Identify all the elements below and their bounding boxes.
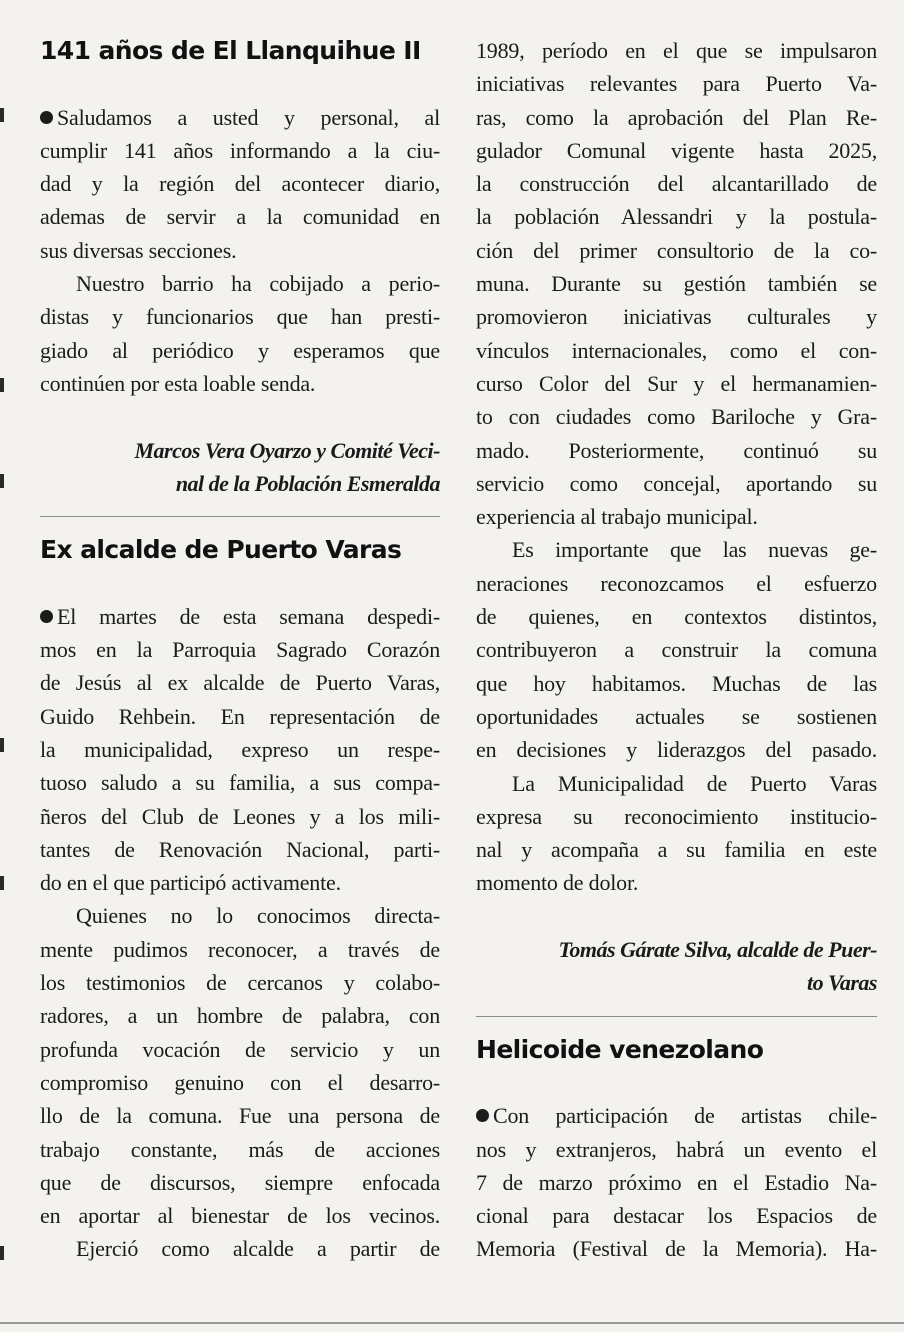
article-ex-alcalde-continued (476, 34, 877, 1000)
spacer (476, 1066, 877, 1099)
bullet-icon (40, 111, 53, 124)
article-line: ademas de servir a la comunidad en (40, 204, 440, 230)
article-line: Saludamos a usted y personal, al (40, 101, 440, 134)
article-line: promovieron iniciativas culturales y (476, 304, 877, 330)
signature-line: Tomás Gárate Silva, alcalde de Puer- (558, 937, 877, 963)
signature-line: to Varas (807, 970, 877, 996)
article-141-anos (40, 34, 440, 500)
article-line: sus diversas secciones. (40, 237, 237, 263)
article-line: expresa su reconocimiento institucio- (476, 803, 877, 829)
article-line: Es importante que las nuevas ge- (512, 537, 877, 563)
article-line: la municipalidad, expreso un respe- (40, 736, 440, 762)
article-line: ras, como la aprobación del Plan Re- (476, 104, 877, 130)
edge-mark (0, 738, 4, 752)
divider (40, 516, 440, 517)
article-line: en decisiones y liderazgos del pasado. (476, 737, 877, 763)
article-line: Quienes no lo conocimos directa- (76, 903, 440, 929)
article-line: cional para destacar los Espacios de (476, 1203, 877, 1229)
edge-mark (0, 1246, 4, 1260)
spacer (476, 900, 877, 933)
article-line: los testimonios de cercanos y colabo- (40, 970, 440, 996)
article-title: 141 años de El Llanquihue II (40, 36, 421, 65)
article-line: distas y funcionarios que han presti- (40, 304, 440, 330)
article-line: 1989, período en el que se impulsaron (476, 38, 877, 63)
article-line: en aportar al bienestar de los vecinos. (40, 1203, 440, 1229)
article-line: La Municipalidad de Puerto Varas (512, 770, 877, 796)
article-line: de quienes, en contextos distintos, (476, 604, 877, 630)
edge-mark (0, 474, 4, 488)
article-line: de Jesús al ex alcalde de Puerto Varas, (40, 670, 440, 696)
right-column (476, 34, 877, 1266)
article-line: profunda vocación de servicio y un (40, 1036, 440, 1062)
article-line: to con ciudades como Bariloche y Gra- (476, 404, 877, 430)
article-ex-alcalde (40, 533, 440, 1266)
article-line: Nuestro barrio ha cobijado a perio- (76, 271, 440, 297)
article-line: la construcción del alcantarillado de (476, 171, 877, 197)
divider (476, 1016, 877, 1017)
spacer (40, 67, 440, 100)
article-line: giado al periódico y esperamos que (40, 337, 440, 363)
signature-line: Marcos Vera Oyarzo y Comité Veci- (134, 437, 440, 463)
article-line: iniciativas relevantes para Puerto Va- (476, 71, 877, 97)
article-line: trabajo constante, más de acciones (40, 1136, 440, 1162)
bullet-icon (476, 1109, 489, 1122)
spacer (40, 400, 440, 433)
edge-mark (0, 108, 4, 122)
article-line: cumplir 141 años informando a la ciu- (40, 137, 440, 163)
edge-mark (0, 378, 4, 392)
article-line: llo de la comuna. Fue una persona de (40, 1103, 440, 1129)
article-line: ción del primer consultorio de la co- (476, 237, 877, 263)
article-line: dad y la región del acontecer diario, (40, 171, 440, 197)
article-line: vínculos internacionales, como el con- (476, 337, 877, 363)
article-helicoide-venezolano (476, 1033, 877, 1266)
article-line: radores, a un hombre de palabra, con (40, 1003, 440, 1029)
article-line: contribuyeron a construir la comuna (476, 637, 877, 663)
article-title: Ex alcalde de Puerto Varas (40, 535, 402, 565)
article-line: tuoso saludo a su familia, a sus compa- (40, 770, 440, 796)
page-bottom-rule (0, 1322, 904, 1324)
article-line: 7 de marzo próximo en el Estadio Na- (476, 1169, 877, 1195)
article-line: mado. Posteriormente, continuó su (476, 437, 877, 463)
article-line: mos en la Parroquia Sagrado Corazón (40, 637, 440, 663)
bullet-icon (40, 610, 53, 623)
article-line: nal y acompaña a su familia en este (476, 837, 877, 863)
article-line: oportunidades actuales se sostienen (476, 703, 877, 729)
article-line: que de discursos, siempre enfocada (40, 1169, 440, 1195)
article-line: Memoria (Festival de la Memoria). Ha- (476, 1236, 877, 1262)
article-line: El martes de esta semana despedi- (40, 600, 440, 633)
article-line: Con participación de artistas chile- (476, 1099, 877, 1132)
article-line: momento de dolor. (476, 870, 639, 896)
article-line: la población Alessandri y la postula- (476, 204, 877, 230)
spacer (40, 566, 440, 599)
article-line: do en el que participó activamente. (40, 870, 341, 896)
article-line: Ejerció como alcalde a partir de (76, 1236, 440, 1262)
article-line: neraciones reconozcamos el esfuerzo (476, 570, 877, 596)
article-line: mente pudimos reconocer, a través de (40, 936, 440, 962)
edge-mark (0, 876, 4, 890)
article-line: compromiso genuino con el desarro- (40, 1069, 440, 1095)
page-edge-binding-marks (0, 0, 10, 1332)
article-line: continúen por esta loable senda. (40, 370, 316, 396)
article-title: Helicoide venezolano (476, 1034, 764, 1064)
left-column (40, 34, 440, 1266)
article-line: nos y extranjeros, habrá un evento el (476, 1136, 877, 1162)
article-line: muna. Durante su gestión también se (476, 271, 877, 297)
article-line: servicio como concejal, aportando su (476, 470, 877, 496)
signature-line: nal de la Población Esmeralda (175, 470, 440, 496)
article-line: tantes de Renovación Nacional, parti- (40, 836, 440, 862)
article-line: gulador Comunal vigente hasta 2025, (476, 137, 877, 163)
article-line: ñeros del Club de Leones y a los mili- (40, 803, 440, 829)
article-line: curso Color del Sur y el hermanamien- (476, 370, 877, 396)
article-line: experiencia al trabajo municipal. (476, 504, 758, 530)
article-line: que hoy habitamos. Muchas de las (476, 670, 877, 696)
article-line: Guido Rehbein. En representación de (40, 703, 440, 729)
